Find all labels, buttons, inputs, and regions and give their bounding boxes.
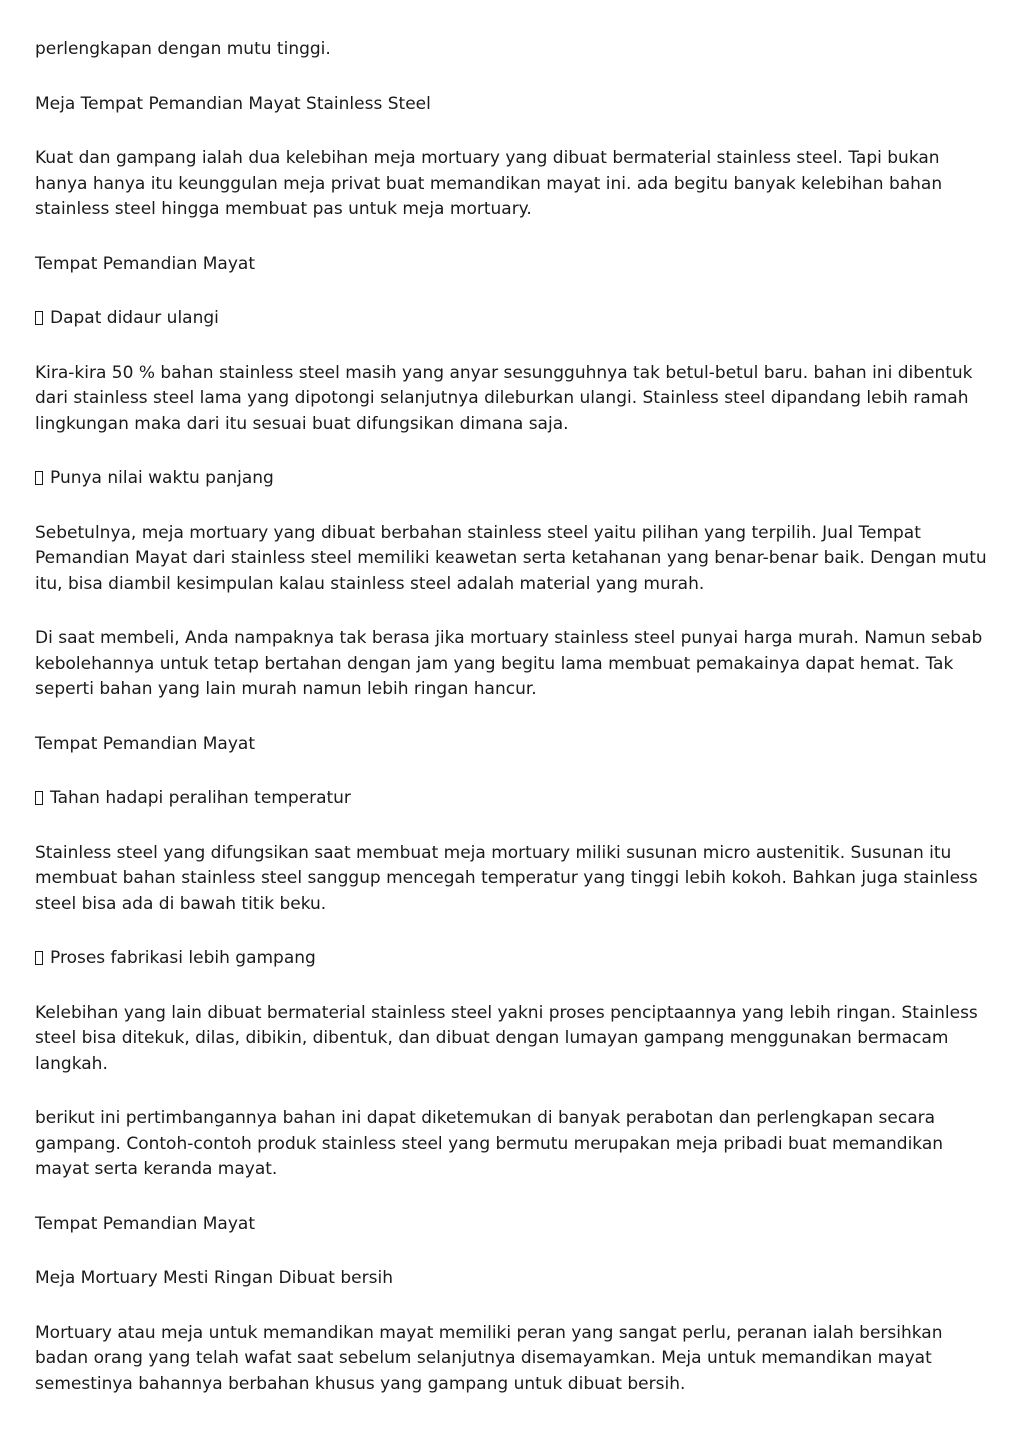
bullet-item xyxy=(35,306,995,332)
bullet-item xyxy=(35,946,995,972)
section-heading: Meja Mortuary Mesti Ringan Dibuat bersih xyxy=(35,1268,393,1288)
missing-glyph-icon xyxy=(35,951,43,965)
section-heading: Tempat Pemandian Mayat xyxy=(35,1213,255,1234)
bullet-label: Tahan hadapi peralihan temperatur xyxy=(50,788,351,808)
bullet-label: Dapat didaur ulangi xyxy=(50,308,219,328)
paragraph: Di saat membeli, Anda nampaknya tak berasa jika mortuary stainless steel punyai harga murah. Namun sebab kebolehannya untuk tetap bertahan dengan jam yang begitu lama membuat pemakainya dapat hemat. Tak seperti bahan yang lain murah namun lebih ringan hancur. xyxy=(35,628,983,699)
missing-glyph-icon xyxy=(35,791,43,805)
section-heading: Tempat Pemandian Mayat xyxy=(35,733,255,754)
paragraph: Kelebihan yang lain dibuat bermaterial stainless steel yakni proses penciptaannya yang lebih ringan. Stainless steel bisa ditekuk, dilas, dibikin, dibentuk, dan dibuat dengan lumayan gampang menggunakan bermacam langkah. xyxy=(35,1002,978,1074)
paragraph: Kuat dan gampang ialah dua kelebihan meja mortuary yang dibuat bermaterial stainless steel. Tapi bukan hanya hanya itu keunggulan meja privat buat memandikan mayat ini. ada begitu banyak kelebihan bahan stainless steel hingga membuat pas untuk meja mortuary. xyxy=(35,148,943,219)
paragraph: berikut ini pertimbangannya bahan ini dapat diketemukan di banyak perabotan dan perlengkapan secara gampang. Contoh-contoh produk stainless steel yang bermutu merupakan meja pribadi buat memandikan mayat serta keranda mayat. xyxy=(35,1108,944,1179)
document-body xyxy=(35,37,995,1426)
missing-glyph-icon xyxy=(35,471,43,485)
paragraph: Sebetulnya, meja mortuary yang dibuat berbahan stainless steel yaitu pilihan yang terpilih. Jual Tempat Pemandian Mayat dari stainless steel memiliki keawetan serta ketahanan yang benar-benar baik. Dengan mutu itu, bisa diambil kesimpulan kalau stainless steel adalah material yang murah. xyxy=(35,522,987,594)
bullet-label: Punya nilai waktu panjang xyxy=(50,468,274,488)
bullet-label: Proses fabrikasi lebih gampang xyxy=(50,948,316,968)
paragraph: Mortuary atau meja untuk memandikan mayat memiliki peran yang sangat perlu, peranan ialah bersihkan badan orang yang telah wafat saat sebelum selanjutnya disemayamkan. Meja untuk memandikan mayat semestinya bahannya berbahan khusus yang gampang untuk dibuat bersih. xyxy=(35,1322,943,1394)
paragraph: Kira-kira 50 % bahan stainless steel masih yang anyar sesungguhnya tak betul-betul baru. bahan ini dibentuk dari stainless steel lama yang dipotongi selanjutnya dileburkan ulangi. Stainless steel dipandang lebih ramah lingkungan maka dari itu sesuai buat difungsikan dimana saja. xyxy=(35,362,973,434)
paragraph: Stainless steel yang difungsikan saat membuat meja mortuary miliki susunan micro austenitik. Susunan itu membuat bahan stainless steel sanggup mencegah temperatur yang tinggi lebih kokoh. Bahkan juga stainless steel bisa ada di bawah titik beku. xyxy=(35,842,978,914)
bullet-item xyxy=(35,466,995,492)
section-heading: Meja Tempat Pemandian Mayat Stainless Steel xyxy=(35,93,431,114)
missing-glyph-icon xyxy=(35,311,43,325)
paragraph: perlengkapan dengan mutu tinggi. xyxy=(35,39,331,59)
section-heading: Tempat Pemandian Mayat xyxy=(35,253,255,274)
bullet-item xyxy=(35,786,995,812)
